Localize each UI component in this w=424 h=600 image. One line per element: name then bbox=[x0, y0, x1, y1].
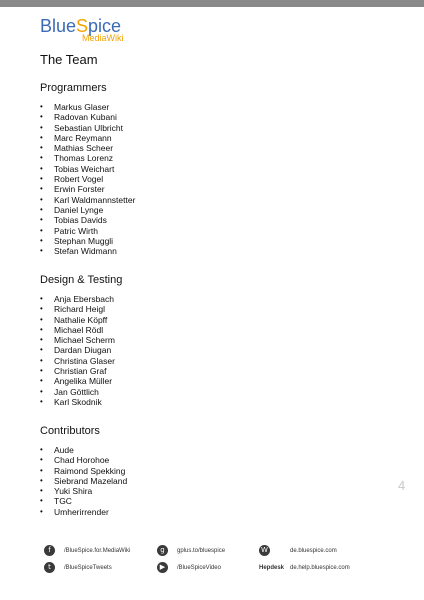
list-item bbox=[40, 496, 127, 506]
bullet-icon: • bbox=[40, 496, 43, 506]
section-heading-programmers: Programmers bbox=[40, 82, 107, 94]
footer-wordpress-link[interactable] bbox=[259, 545, 359, 557]
person-name: Aude bbox=[54, 445, 74, 455]
list-item bbox=[40, 387, 115, 397]
person-name: Christian Graf bbox=[54, 366, 107, 377]
footer-helpdesk-label: Hepdesk bbox=[259, 565, 285, 571]
bullet-icon: • bbox=[40, 445, 43, 454]
person-name: Chad Horohoe bbox=[54, 455, 110, 466]
bullet-icon: • bbox=[40, 194, 43, 204]
list-item bbox=[40, 246, 135, 256]
logo-subtitle: MediaWiki bbox=[82, 33, 124, 43]
bullet-icon: • bbox=[40, 396, 43, 406]
bullet-icon: • bbox=[40, 174, 43, 184]
bullet-icon: • bbox=[40, 345, 43, 355]
page-number: 4 bbox=[398, 478, 406, 493]
person-name: Radovan Kubani bbox=[54, 112, 117, 123]
person-name: Thomas Lorenz bbox=[54, 153, 114, 164]
bullet-icon: • bbox=[40, 246, 43, 256]
person-name: Dardan Diugan bbox=[54, 345, 112, 356]
person-name: Markus Glaser bbox=[54, 102, 110, 112]
person-name: Marc Reymann bbox=[54, 132, 112, 143]
bullet-icon: • bbox=[40, 132, 43, 142]
bullet-icon: • bbox=[40, 486, 43, 496]
bullet-icon: • bbox=[40, 215, 43, 225]
bullet-icon: • bbox=[40, 122, 43, 132]
programmers-list bbox=[40, 102, 135, 256]
list-item bbox=[40, 123, 135, 133]
person-name: Sebastian Ulbricht bbox=[54, 122, 123, 133]
list-item bbox=[40, 445, 127, 455]
bullet-icon: • bbox=[40, 355, 43, 365]
person-name: Stephan Muggli bbox=[54, 235, 114, 246]
wordpress-icon: W bbox=[259, 545, 270, 556]
list-item bbox=[40, 335, 115, 345]
person-name: Tobias Davids bbox=[54, 215, 107, 226]
bullet-icon: • bbox=[40, 153, 43, 163]
list-item bbox=[40, 195, 135, 205]
person-name: Karl Waldmannstetter bbox=[54, 194, 136, 205]
bullet-icon: • bbox=[40, 335, 43, 345]
bullet-icon: • bbox=[40, 376, 43, 386]
list-item bbox=[40, 215, 135, 225]
list-item bbox=[40, 102, 135, 112]
person-name: Jan Göttlich bbox=[54, 386, 99, 397]
footer-twitter-text: /BlueSpiceTweets bbox=[64, 565, 112, 571]
footer-youtube-text: /BlueSpiceVideo bbox=[177, 565, 221, 571]
list-item bbox=[40, 164, 135, 174]
list-item bbox=[40, 455, 127, 465]
person-name: Patric Wirth bbox=[54, 225, 98, 236]
logo-blue-text: Blue bbox=[40, 16, 77, 36]
bullet-icon: • bbox=[40, 102, 43, 111]
person-name: Mathias Scheer bbox=[54, 143, 114, 154]
bullet-icon: • bbox=[40, 506, 43, 516]
list-item bbox=[40, 294, 115, 304]
person-name: Umherirrender bbox=[54, 506, 109, 517]
person-name: Michael Scherm bbox=[54, 335, 115, 346]
person-name: Angelika Müller bbox=[54, 376, 113, 387]
bullet-icon: • bbox=[40, 366, 43, 376]
list-item bbox=[40, 376, 115, 386]
list-item bbox=[40, 226, 135, 236]
footer-gplus-link[interactable] bbox=[157, 545, 247, 557]
bullet-icon: • bbox=[40, 112, 43, 122]
list-item bbox=[40, 153, 135, 163]
bullet-icon: • bbox=[40, 163, 43, 173]
bullet-icon: • bbox=[40, 324, 43, 334]
footer-facebook-link[interactable] bbox=[44, 545, 154, 557]
list-item bbox=[40, 236, 135, 246]
bullet-icon: • bbox=[40, 465, 43, 475]
list-item bbox=[40, 345, 115, 355]
footer-youtube-link[interactable] bbox=[157, 562, 247, 574]
person-name: Daniel Lynge bbox=[54, 204, 104, 215]
logo-s-letter: S bbox=[76, 16, 89, 36]
bullet-icon: • bbox=[40, 184, 43, 194]
facebook-icon: f bbox=[44, 545, 55, 556]
twitter-icon: t bbox=[44, 562, 55, 573]
bullet-icon: • bbox=[40, 475, 43, 485]
list-item bbox=[40, 325, 115, 335]
list-item bbox=[40, 356, 115, 366]
list-item bbox=[40, 315, 115, 325]
list-item bbox=[40, 112, 135, 122]
bullet-icon: • bbox=[40, 455, 43, 465]
list-item bbox=[40, 507, 127, 517]
list-item bbox=[40, 486, 127, 496]
bullet-icon: • bbox=[40, 294, 43, 303]
list-item bbox=[40, 205, 135, 215]
bluespice-logo bbox=[40, 16, 130, 46]
section-heading-design-testing: Design & Testing bbox=[40, 274, 123, 286]
bullet-icon: • bbox=[40, 225, 43, 235]
footer-helpdesk-link[interactable]: de.help.bluespice.com bbox=[290, 565, 350, 571]
list-item bbox=[40, 133, 135, 143]
logo-pice-text: pice bbox=[88, 16, 122, 36]
bullet-icon: • bbox=[40, 235, 43, 245]
list-item bbox=[40, 304, 115, 314]
person-name: Robert Vogel bbox=[54, 174, 104, 185]
bullet-icon: • bbox=[40, 204, 43, 214]
bullet-icon: • bbox=[40, 314, 43, 324]
footer-gplus-text: gplus.to/bluespice bbox=[177, 548, 226, 554]
bullet-icon: • bbox=[40, 386, 43, 396]
design-testing-list bbox=[40, 294, 115, 407]
list-item bbox=[40, 466, 127, 476]
top-bar bbox=[0, 0, 424, 7]
person-name: Stefan Widmann bbox=[54, 246, 117, 257]
person-name: Siebrand Mazeland bbox=[54, 475, 128, 486]
person-name: Christina Glaser bbox=[54, 355, 115, 366]
bullet-icon: • bbox=[40, 143, 43, 153]
person-name: Richard Heigl bbox=[54, 304, 106, 315]
footer-wordpress-text: de.bluespice.com bbox=[290, 548, 337, 554]
list-item bbox=[40, 366, 115, 376]
bullet-icon: • bbox=[40, 304, 43, 314]
footer-facebook-text: /BlueSpice.for.MediaWiki bbox=[64, 548, 131, 554]
person-name: Karl Skodnik bbox=[54, 396, 102, 407]
person-name: Michael Rödl bbox=[54, 324, 104, 335]
page-title: The Team bbox=[40, 52, 98, 67]
list-item bbox=[40, 397, 115, 407]
list-item bbox=[40, 184, 135, 194]
footer-twitter-link[interactable] bbox=[44, 562, 154, 574]
person-name: Raimond Spekking bbox=[54, 465, 126, 476]
person-name: Erwin Forster bbox=[54, 184, 105, 195]
list-item bbox=[40, 476, 127, 486]
google-plus-icon: g bbox=[157, 545, 168, 556]
person-name: Tobias Weichart bbox=[54, 163, 115, 174]
person-name: Yuki Shira bbox=[54, 486, 93, 497]
person-name: TGC bbox=[54, 496, 72, 507]
contributors-list bbox=[40, 445, 127, 517]
list-item bbox=[40, 174, 135, 184]
person-name: Nathalie Köpff bbox=[54, 314, 108, 325]
person-name: Anja Ebersbach bbox=[54, 294, 115, 304]
section-heading-contributors: Contributors bbox=[40, 425, 100, 437]
list-item bbox=[40, 143, 135, 153]
youtube-icon: ▶ bbox=[157, 562, 168, 573]
